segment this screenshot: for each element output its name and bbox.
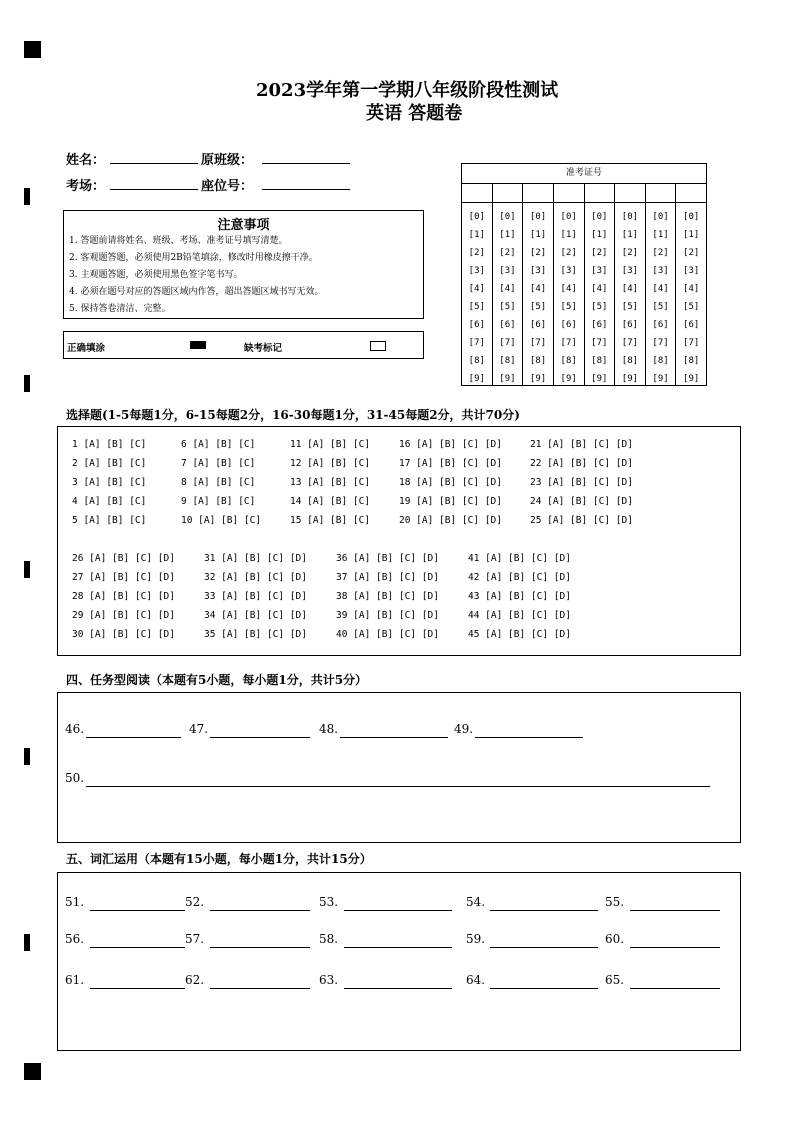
exam-id-bubble[interactable]: [0] bbox=[652, 212, 669, 222]
exam-id-bubble[interactable]: [6] bbox=[591, 320, 608, 330]
fill-sample-box bbox=[63, 331, 424, 359]
question-number: 63. bbox=[319, 973, 339, 987]
exam-id-bubble[interactable]: [5] bbox=[652, 302, 669, 312]
exam-id-grid bbox=[461, 163, 707, 386]
exam-id-write-cell[interactable] bbox=[523, 184, 554, 202]
answer-blank[interactable] bbox=[90, 988, 185, 989]
exam-id-bubble[interactable]: [3] bbox=[560, 266, 577, 276]
registration-mark bbox=[24, 41, 41, 58]
choice-question[interactable]: 7 [A] [B] [C] bbox=[181, 458, 256, 469]
exam-id-bubble[interactable]: [8] bbox=[499, 356, 516, 366]
choice-question[interactable]: 40 [A] [B] [C] [D] bbox=[336, 629, 439, 640]
registration-mark bbox=[24, 1063, 41, 1080]
choice-question[interactable]: 10 [A] [B] [C] bbox=[181, 515, 262, 526]
notice-box bbox=[63, 210, 424, 319]
task-answer-area bbox=[57, 692, 741, 843]
choice-question[interactable]: 35 [A] [B] [C] [D] bbox=[204, 629, 307, 640]
question-number: 61. bbox=[65, 973, 85, 987]
exam-id-bubble[interactable]: [1] bbox=[529, 230, 547, 240]
choice-question[interactable]: 12 [A] [B] [C] bbox=[290, 458, 371, 469]
notice-item: 5. 保持答卷清洁、完整。 bbox=[69, 304, 171, 314]
question-number: 52. bbox=[185, 895, 205, 909]
choice-question[interactable]: 30 [A] [B] [C] [D] bbox=[72, 629, 175, 640]
exam-id-bubble[interactable]: [2] bbox=[652, 248, 669, 258]
page-subtitle: 英语 答题卷 bbox=[366, 103, 463, 124]
exam-id-bubble[interactable]: [1] bbox=[499, 230, 516, 240]
answer-blank[interactable] bbox=[490, 988, 598, 989]
timing-mark bbox=[24, 188, 30, 205]
exam-id-bubble[interactable]: [5] bbox=[683, 302, 700, 312]
choice-question[interactable]: 36 [A] [B] [C] [D] bbox=[336, 553, 439, 564]
answer-blank[interactable] bbox=[210, 910, 310, 911]
exam-id-bubble[interactable]: [6] bbox=[560, 320, 577, 330]
correct-fill-label: 正确填涂 bbox=[67, 343, 106, 354]
exam-id-bubble[interactable]: [7] bbox=[529, 338, 547, 348]
question-number: 51. bbox=[65, 895, 85, 909]
choice-question[interactable]: 18 [A] [B] [C] [D] bbox=[399, 477, 502, 488]
choice-question[interactable]: 4 [A] [B] [C] bbox=[72, 496, 147, 507]
notice-item: 3. 主观题答题，必须使用黑色签字笔书写。 bbox=[69, 270, 243, 280]
exam-id-bubble[interactable]: [4] bbox=[468, 284, 485, 294]
choice-question[interactable]: 39 [A] [B] [C] [D] bbox=[336, 610, 439, 621]
choice-answer-area bbox=[57, 426, 741, 656]
exam-id-bubble[interactable]: [8] bbox=[621, 356, 639, 366]
choice-question[interactable]: 44 [A] [B] [C] [D] bbox=[468, 610, 571, 621]
answer-blank[interactable] bbox=[86, 737, 181, 738]
answer-blank[interactable] bbox=[210, 737, 310, 738]
exam-id-bubble[interactable]: [8] bbox=[683, 356, 700, 366]
exam-id-column bbox=[554, 203, 585, 385]
exam-id-column bbox=[493, 203, 524, 385]
exam-id-column bbox=[462, 203, 493, 385]
class-field[interactable] bbox=[262, 163, 350, 164]
exam-id-bubble[interactable]: [2] bbox=[560, 248, 577, 258]
exam-id-write-row bbox=[462, 184, 706, 203]
exam-id-column bbox=[646, 203, 677, 385]
choice-question[interactable]: 31 [A] [B] [C] [D] bbox=[204, 553, 307, 564]
exam-id-bubble[interactable]: [5] bbox=[499, 302, 516, 312]
choice-question[interactable]: 15 [A] [B] [C] bbox=[290, 515, 371, 526]
question-number: 49. bbox=[454, 722, 474, 736]
exam-id-bubble[interactable]: [9] bbox=[529, 374, 547, 384]
answer-blank[interactable] bbox=[340, 737, 448, 738]
answer-blank[interactable] bbox=[90, 910, 185, 911]
choice-question[interactable]: 14 [A] [B] [C] bbox=[290, 496, 371, 507]
question-number: 57. bbox=[185, 932, 205, 946]
exam-id-bubble[interactable]: [5] bbox=[468, 302, 485, 312]
answer-blank[interactable] bbox=[344, 988, 452, 989]
vocab-answer-area bbox=[57, 872, 741, 1051]
choice-question[interactable]: 42 [A] [B] [C] [D] bbox=[468, 572, 571, 583]
exam-id-bubble[interactable]: [6] bbox=[621, 320, 639, 330]
question-number: 65. bbox=[605, 973, 625, 987]
choice-question[interactable]: 16 [A] [B] [C] [D] bbox=[399, 439, 502, 450]
question-number: 59. bbox=[466, 932, 486, 946]
question-number: 47. bbox=[189, 722, 209, 736]
question-number: 50. bbox=[65, 771, 85, 785]
choice-question[interactable]: 6 [A] [B] [C] bbox=[181, 439, 256, 450]
choice-question[interactable]: 32 [A] [B] [C] [D] bbox=[204, 572, 307, 583]
exam-id-write-cell[interactable] bbox=[462, 184, 493, 202]
timing-mark bbox=[24, 375, 30, 392]
choice-question[interactable]: 9 [A] [B] [C] bbox=[181, 496, 256, 507]
answer-blank[interactable] bbox=[630, 988, 720, 989]
answer-blank[interactable] bbox=[210, 947, 310, 948]
choice-question[interactable]: 25 [A] [B] [C] [D] bbox=[530, 515, 633, 526]
exam-id-bubble[interactable]: [5] bbox=[529, 302, 547, 312]
exam-id-bubble[interactable]: [3] bbox=[621, 266, 639, 276]
choice-question[interactable]: 3 [A] [B] [C] bbox=[72, 477, 147, 488]
exam-id-bubble[interactable]: [8] bbox=[560, 356, 577, 366]
exam-id-bubble[interactable]: [9] bbox=[683, 374, 700, 384]
exam-id-bubble[interactable]: [2] bbox=[499, 248, 516, 258]
room-label: 考场： bbox=[66, 179, 106, 194]
question-number: 53. bbox=[319, 895, 339, 909]
exam-id-bubble[interactable]: [9] bbox=[499, 374, 516, 384]
exam-id-bubble[interactable]: [6] bbox=[683, 320, 700, 330]
exam-id-bubble[interactable]: [1] bbox=[468, 230, 485, 240]
answer-blank[interactable] bbox=[630, 910, 720, 911]
exam-id-column bbox=[676, 203, 706, 385]
question-number: 60. bbox=[605, 932, 625, 946]
exam-id-bubble[interactable]: [2] bbox=[621, 248, 639, 258]
exam-id-bubble[interactable]: [0] bbox=[499, 212, 516, 222]
seat-field[interactable] bbox=[262, 189, 350, 190]
exam-id-bubble[interactable]: [4] bbox=[499, 284, 516, 294]
exam-id-bubble[interactable]: [6] bbox=[468, 320, 485, 330]
choice-question[interactable]: 5 [A] [B] [C] bbox=[72, 515, 147, 526]
exam-id-bubble[interactable]: [3] bbox=[652, 266, 669, 276]
exam-id-bubble[interactable]: [9] bbox=[652, 374, 669, 384]
exam-id-bubble[interactable]: [7] bbox=[591, 338, 608, 348]
choice-question[interactable]: 20 [A] [B] [C] [D] bbox=[399, 515, 502, 526]
absent-checkbox[interactable] bbox=[370, 341, 386, 351]
choice-question[interactable]: 23 [A] [B] [C] [D] bbox=[530, 477, 633, 488]
exam-id-bubble[interactable]: [0] bbox=[529, 212, 547, 222]
notice-title: 注意事项 bbox=[217, 218, 270, 233]
choice-question[interactable]: 1 [A] [B] [C] bbox=[72, 439, 147, 450]
page-title: 2023学年第一学期八年级阶段性测试 bbox=[256, 80, 559, 101]
exam-id-write-cell[interactable] bbox=[646, 184, 677, 202]
exam-id-bubbles bbox=[462, 203, 706, 385]
exam-id-write-cell[interactable] bbox=[493, 184, 524, 202]
exam-id-bubble[interactable]: [4] bbox=[652, 284, 669, 294]
answer-blank[interactable] bbox=[490, 910, 598, 911]
choice-question[interactable]: 29 [A] [B] [C] [D] bbox=[72, 610, 175, 621]
exam-id-bubble[interactable]: [1] bbox=[560, 230, 577, 240]
exam-id-bubble[interactable]: [2] bbox=[529, 248, 547, 258]
exam-id-write-cell[interactable] bbox=[676, 184, 706, 202]
choice-question[interactable]: 26 [A] [B] [C] [D] bbox=[72, 553, 175, 564]
exam-id-bubble[interactable]: [0] bbox=[560, 212, 577, 222]
exam-id-write-cell[interactable] bbox=[554, 184, 585, 202]
exam-id-bubble[interactable]: [3] bbox=[591, 266, 608, 276]
exam-id-bubble[interactable]: [7] bbox=[652, 338, 669, 348]
choice-question[interactable]: 13 [A] [B] [C] bbox=[290, 477, 371, 488]
task-section-title: 四、任务型阅读（本题有5小题，每小题1分，共计5分） bbox=[66, 673, 368, 687]
exam-id-bubble[interactable]: [8] bbox=[591, 356, 608, 366]
exam-id-bubble[interactable]: [7] bbox=[499, 338, 516, 348]
choice-question[interactable]: 34 [A] [B] [C] [D] bbox=[204, 610, 307, 621]
answer-blank[interactable] bbox=[490, 947, 598, 948]
seat-label: 座位号： bbox=[201, 179, 254, 194]
exam-id-bubble[interactable]: [5] bbox=[560, 302, 577, 312]
exam-id-bubble[interactable]: [0] bbox=[683, 212, 700, 222]
name-label: 姓名： bbox=[66, 153, 106, 168]
exam-id-bubble[interactable]: [3] bbox=[529, 266, 547, 276]
notice-item: 4. 必须在题号对应的答题区域内作答，超出答题区域书写无效。 bbox=[69, 287, 324, 297]
question-number: 58. bbox=[319, 932, 339, 946]
answer-blank[interactable] bbox=[344, 910, 452, 911]
exam-id-bubble[interactable]: [6] bbox=[499, 320, 516, 330]
exam-id-bubble[interactable]: [4] bbox=[683, 284, 700, 294]
answer-blank[interactable] bbox=[90, 947, 185, 948]
exam-id-bubble[interactable]: [4] bbox=[560, 284, 577, 294]
exam-id-bubble[interactable]: [9] bbox=[621, 374, 639, 384]
timing-mark bbox=[24, 934, 30, 951]
filled-bubble-sample bbox=[190, 341, 206, 349]
choice-question[interactable]: 38 [A] [B] [C] [D] bbox=[336, 591, 439, 602]
choice-question[interactable]: 21 [A] [B] [C] [D] bbox=[530, 439, 633, 450]
question-number: 64. bbox=[466, 973, 486, 987]
answer-blank[interactable] bbox=[86, 786, 710, 787]
notice-item: 2. 客观题答题，必须使用2B铅笔填涂，修改时用橡皮擦干净。 bbox=[69, 253, 318, 263]
exam-id-bubble[interactable]: [7] bbox=[468, 338, 485, 348]
exam-id-bubble[interactable]: [4] bbox=[591, 284, 608, 294]
question-number: 62. bbox=[185, 973, 205, 987]
room-field[interactable] bbox=[110, 189, 198, 190]
exam-id-write-cell[interactable] bbox=[615, 184, 646, 202]
exam-id-bubble[interactable]: [8] bbox=[652, 356, 669, 366]
choice-question[interactable]: 2 [A] [B] [C] bbox=[72, 458, 147, 469]
exam-id-bubble[interactable]: [0] bbox=[591, 212, 608, 222]
exam-id-bubble[interactable]: [1] bbox=[591, 230, 608, 240]
exam-id-column bbox=[585, 203, 616, 385]
exam-id-column bbox=[615, 203, 646, 385]
exam-id-bubble[interactable]: [0] bbox=[621, 212, 639, 222]
answer-blank[interactable] bbox=[344, 947, 452, 948]
choice-question[interactable]: 37 [A] [B] [C] [D] bbox=[336, 572, 439, 583]
question-number: 54. bbox=[466, 895, 486, 909]
choice-question[interactable]: 24 [A] [B] [C] [D] bbox=[530, 496, 633, 507]
answer-blank[interactable] bbox=[210, 988, 310, 989]
exam-id-bubble[interactable]: [5] bbox=[621, 302, 639, 312]
choice-question[interactable]: 17 [A] [B] [C] [D] bbox=[399, 458, 502, 469]
choice-question[interactable]: 8 [A] [B] [C] bbox=[181, 477, 256, 488]
choice-question[interactable]: 11 [A] [B] [C] bbox=[290, 439, 371, 450]
notice-item: 1. 答题前请将姓名、班级、考场、准考证号填写清楚。 bbox=[69, 236, 288, 246]
exam-id-bubble[interactable]: [3] bbox=[468, 266, 485, 276]
name-field[interactable] bbox=[110, 163, 198, 164]
exam-id-bubble[interactable]: [2] bbox=[468, 248, 485, 258]
exam-id-bubble[interactable]: [6] bbox=[652, 320, 669, 330]
choice-question[interactable]: 19 [A] [B] [C] [D] bbox=[399, 496, 502, 507]
vocab-section-title: 五、词汇运用（本题有15小题，每小题1分，共计15分） bbox=[66, 852, 372, 866]
exam-id-bubble[interactable]: [4] bbox=[621, 284, 639, 294]
exam-id-bubble[interactable]: [3] bbox=[683, 266, 700, 276]
exam-id-bubble[interactable]: [4] bbox=[529, 284, 547, 294]
exam-id-bubble[interactable]: [9] bbox=[468, 374, 485, 384]
exam-id-bubble[interactable]: [0] bbox=[468, 212, 485, 222]
question-number: 48. bbox=[319, 722, 339, 736]
question-number: 46. bbox=[65, 722, 85, 736]
exam-id-bubble[interactable]: [1] bbox=[652, 230, 669, 240]
exam-id-bubble[interactable]: [7] bbox=[621, 338, 639, 348]
choice-question[interactable]: 33 [A] [B] [C] [D] bbox=[204, 591, 307, 602]
choice-question[interactable]: 43 [A] [B] [C] [D] bbox=[468, 591, 571, 602]
exam-id-bubble[interactable]: [9] bbox=[591, 374, 608, 384]
exam-id-bubble[interactable]: [7] bbox=[560, 338, 577, 348]
choice-question[interactable]: 28 [A] [B] [C] [D] bbox=[72, 591, 175, 602]
choice-question[interactable]: 27 [A] [B] [C] [D] bbox=[72, 572, 175, 583]
choice-question[interactable]: 22 [A] [B] [C] [D] bbox=[530, 458, 633, 469]
question-number: 55. bbox=[605, 895, 625, 909]
question-number: 56. bbox=[65, 932, 85, 946]
exam-id-bubble[interactable]: [2] bbox=[683, 248, 700, 258]
exam-id-column bbox=[523, 203, 554, 385]
absent-mark-label: 缺考标记 bbox=[244, 343, 283, 354]
exam-id-bubble[interactable]: [5] bbox=[591, 302, 608, 312]
exam-id-bubble[interactable]: [8] bbox=[529, 356, 547, 366]
timing-mark bbox=[24, 748, 30, 765]
answer-blank[interactable] bbox=[475, 737, 583, 738]
timing-mark bbox=[24, 561, 30, 578]
exam-id-bubble[interactable]: [1] bbox=[683, 230, 700, 240]
answer-blank[interactable] bbox=[630, 947, 720, 948]
choice-question[interactable]: 45 [A] [B] [C] [D] bbox=[468, 629, 571, 640]
exam-id-bubble[interactable]: [6] bbox=[529, 320, 547, 330]
choice-section-title: 选择题(1-5每题1分，6-15每题2分，16-30每题1分，31-45每题2分，共计70分) bbox=[66, 408, 520, 422]
class-label: 原班级： bbox=[201, 153, 254, 168]
exam-id-bubble[interactable]: [3] bbox=[499, 266, 516, 276]
exam-id-title: 准考证号 bbox=[462, 164, 706, 184]
exam-id-bubble[interactable]: [9] bbox=[560, 374, 577, 384]
exam-id-bubble[interactable]: [1] bbox=[621, 230, 639, 240]
exam-id-bubble[interactable]: [8] bbox=[468, 356, 485, 366]
exam-id-write-cell[interactable] bbox=[585, 184, 616, 202]
exam-id-bubble[interactable]: [7] bbox=[683, 338, 700, 348]
exam-id-bubble[interactable]: [2] bbox=[591, 248, 608, 258]
choice-question[interactable]: 41 [A] [B] [C] [D] bbox=[468, 553, 571, 564]
